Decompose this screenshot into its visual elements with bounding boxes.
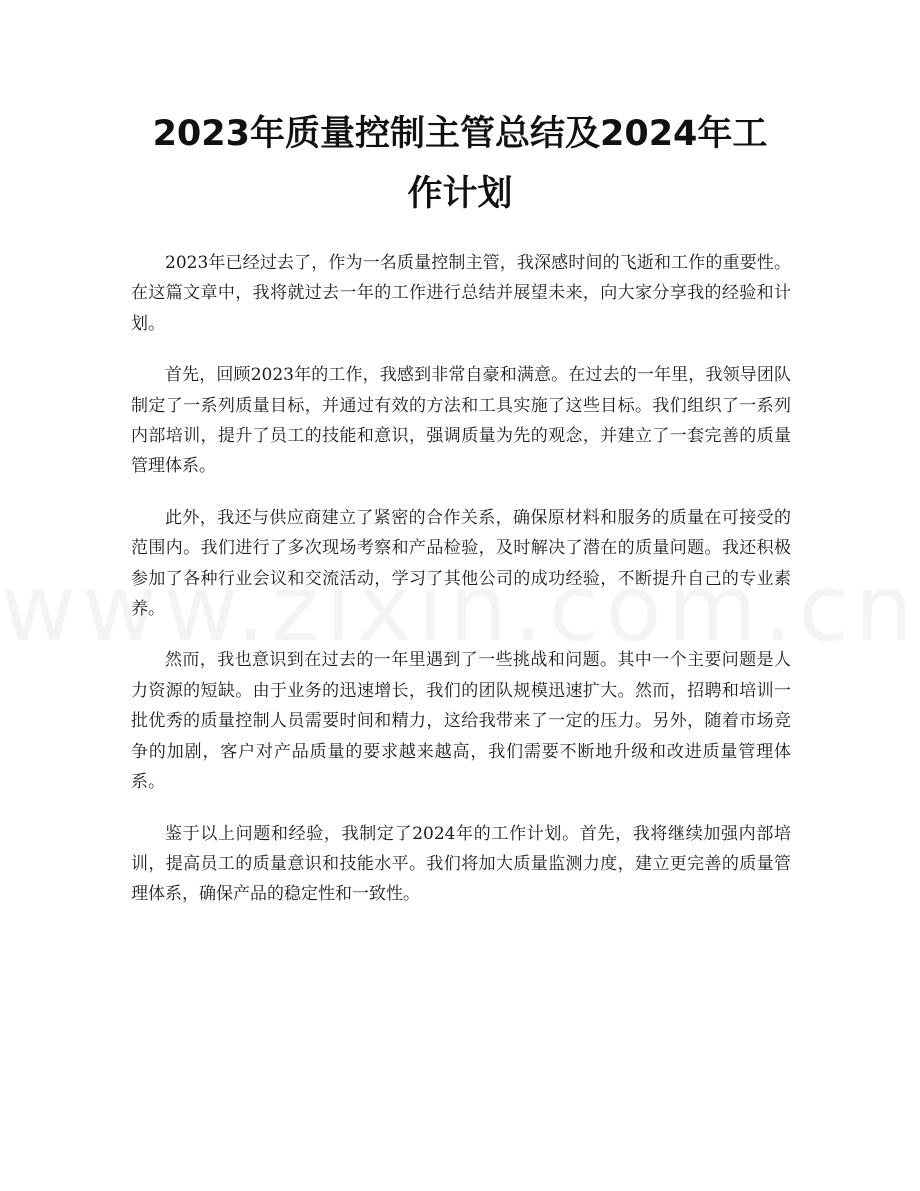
paragraph-challenges: 然而，我也意识到在过去的一年里遇到了一些挑战和问题。其中一个主要问题是人力资源的短缺。由于业务的迅速增长，我们的团队规模迅速扩大。然而，招聘和培训一批优秀的质量控制人员需要时间和精力，这给我带来了一定的压力。另外，随着市场竞争的加剧，客户对产品质量的要求越来越高，我们需要不断地升级和改进质量管理体系。 xyxy=(131,650,791,793)
document-body xyxy=(131,248,791,931)
page-title: 2023年质量控制主管总结及2024年工作计划 xyxy=(152,114,768,214)
paragraph-suppliers: 此外，我还与供应商建立了紧密的合作关系，确保原材料和服务的质量在可接受的范围内。我们进行了多次现场考察和产品检验，及时解决了潜在的质量问题。我还积极参加了各种行业会议和交流活动，学习了其他公司的成功经验，不断提升自己的专业素养。 xyxy=(131,507,791,620)
paragraph-plan: 鉴于以上问题和经验，我制定了2024年的工作计划。首先，我将继续加强内部培训，提高员工的质量意识和技能水平。我们将加大质量监测力度，建立更完善的质量管理体系，确保产品的稳定性和一致性。 xyxy=(131,823,791,905)
paragraph-intro: 2023年已经过去了，作为一名质量控制主管，我深感时间的飞逝和工作的重要性。在这篇文章中，我将就过去一年的工作进行总结并展望未来，向大家分享我的经验和计划。 xyxy=(131,253,791,334)
paragraph-review: 首先，回顾2023年的工作，我感到非常自豪和满意。在过去的一年里，我领导团队制定了一系列质量目标，并通过有效的方法和工具实施了这些目标。我们组织了一系列内部培训，提升了员工的技能和意识，强调质量为先的观念，并建立了一套完善的质量管理体系。 xyxy=(131,365,791,477)
